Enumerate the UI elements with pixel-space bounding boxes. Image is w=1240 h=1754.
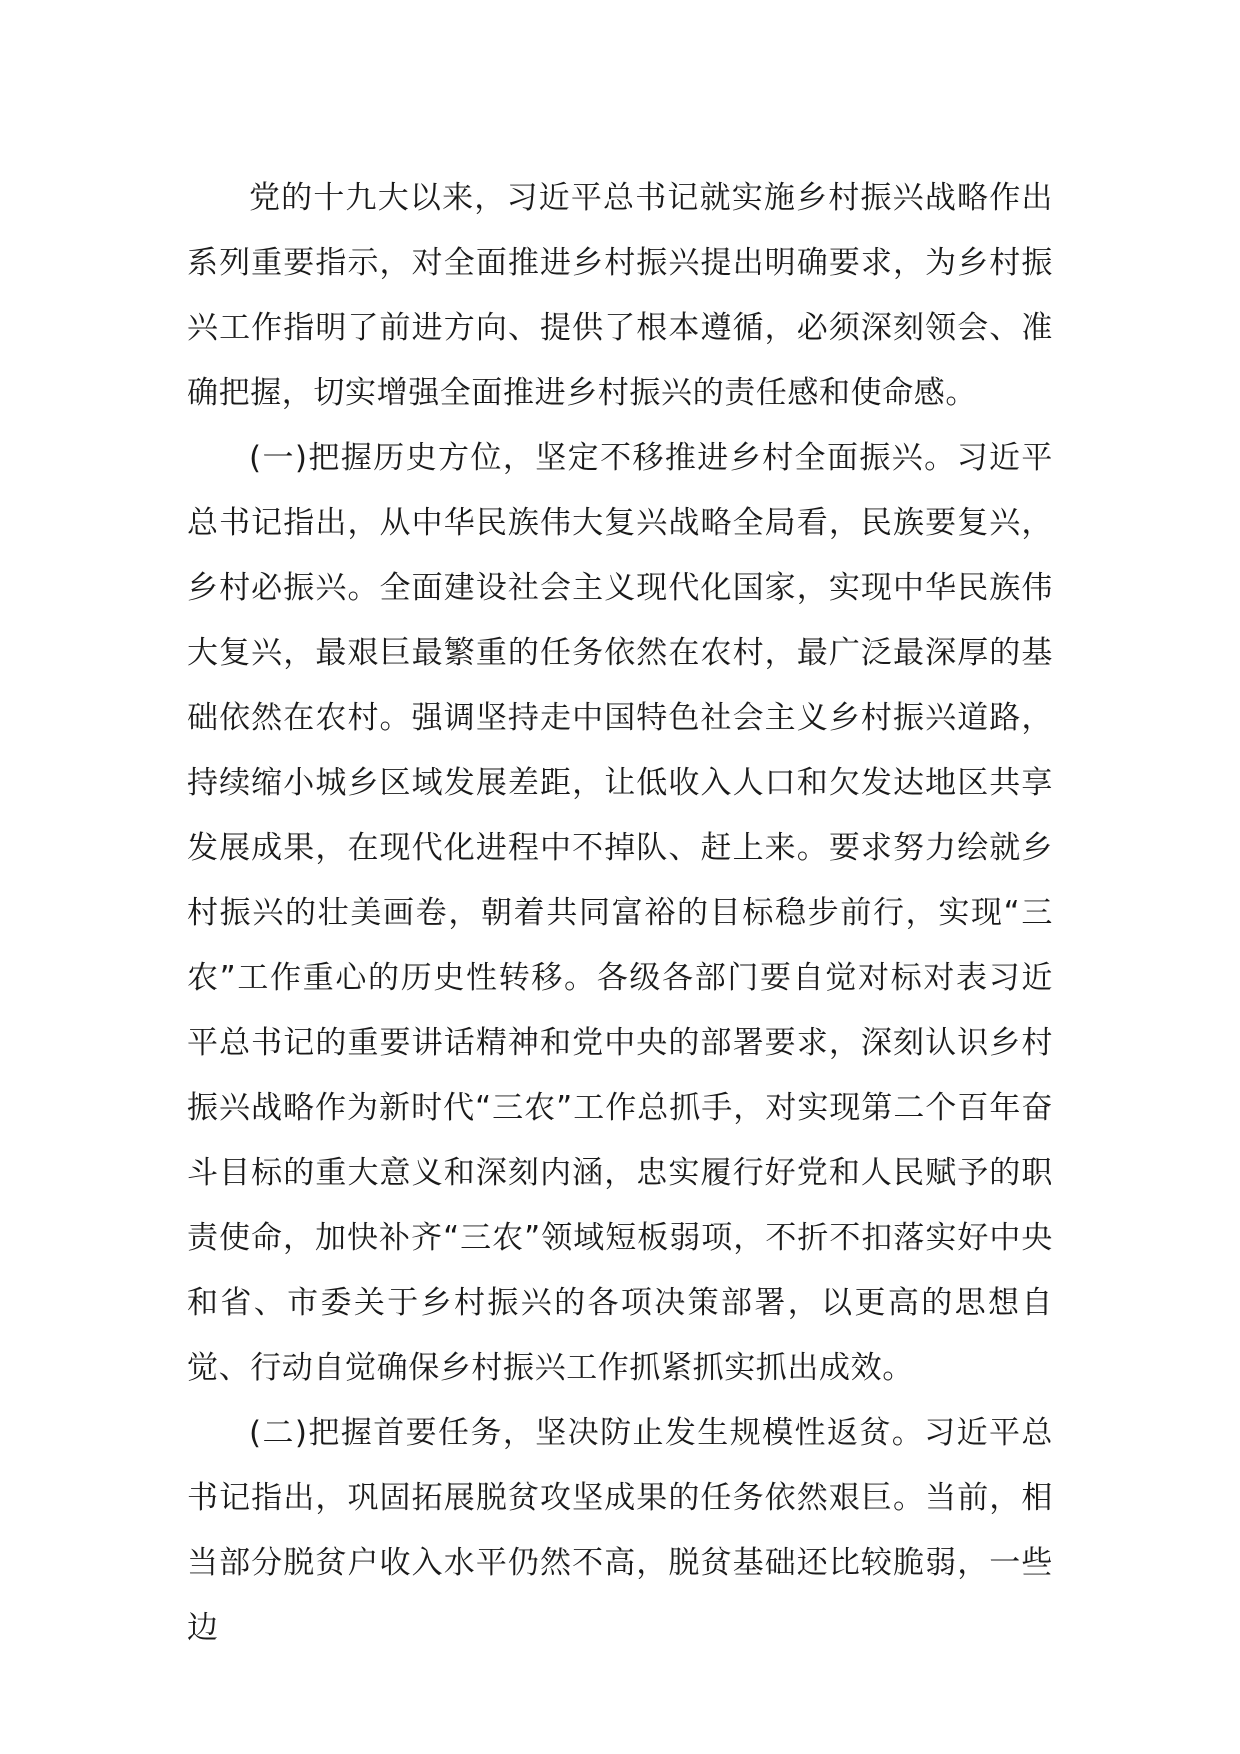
section-two-paragraph: (二)把握首要任务，坚决防止发生规模性返贫。习近平总书记指出，巩固拓展脱贫攻坚成果的任务依然艰巨。当前，相当部分脱贫户收入水平仍然不高，脱贫基础还比较脆弱，一些边	[187, 1415, 1053, 1646]
section-one-paragraph: (一)把握历史方位，坚定不移推进乡村全面振兴。习近平总书记指出，从中华民族伟大复兴战略全局看，民族要复兴，乡村必振兴。全面建设社会主义现代化国家，实现中华民族伟大复兴，最艰巨最繁重的任务依然在农村，最广泛最深厚的基础依然在农村。强调坚持走中国特色社会主义乡村振兴道路，持续缩小城乡区域发展差距，让低收入人口和欠发达地区共享发展成果，在现代化进程中不掉队、赶上来。要求努力绘就乡村振兴的壮美画卷，朝着共同富裕的目标稳步前行，实现“三农”工作重心的历史性转移。各级各部门要自觉对标对表习近平总书记的重要讲话精神和党中央的部署要求，深刻认识乡村振兴战略作为新时代“三农”工作总抓手，对实现第二个百年奋斗目标的重大意义和深刻内涵，忠实履行好党和人民赋予的职责使命，加快补齐“三农”领域短板弱项，不折不扣落实好中央和省、市委关于乡村振兴的各项决策部署，以更高的思想自觉、行动自觉确保乡村振兴工作抓紧抓实抓出成效。	[187, 440, 1053, 1386]
document-body	[187, 166, 1053, 1661]
intro-paragraph: 党的十九大以来，习近平总书记就实施乡村振兴战略作出系列重要指示，对全面推进乡村振兴提出明确要求，为乡村振兴工作指明了前进方向、提供了根本遵循，必须深刻领会、准确把握，切实增强全面推进乡村振兴的责任感和使命感。	[187, 180, 1053, 411]
